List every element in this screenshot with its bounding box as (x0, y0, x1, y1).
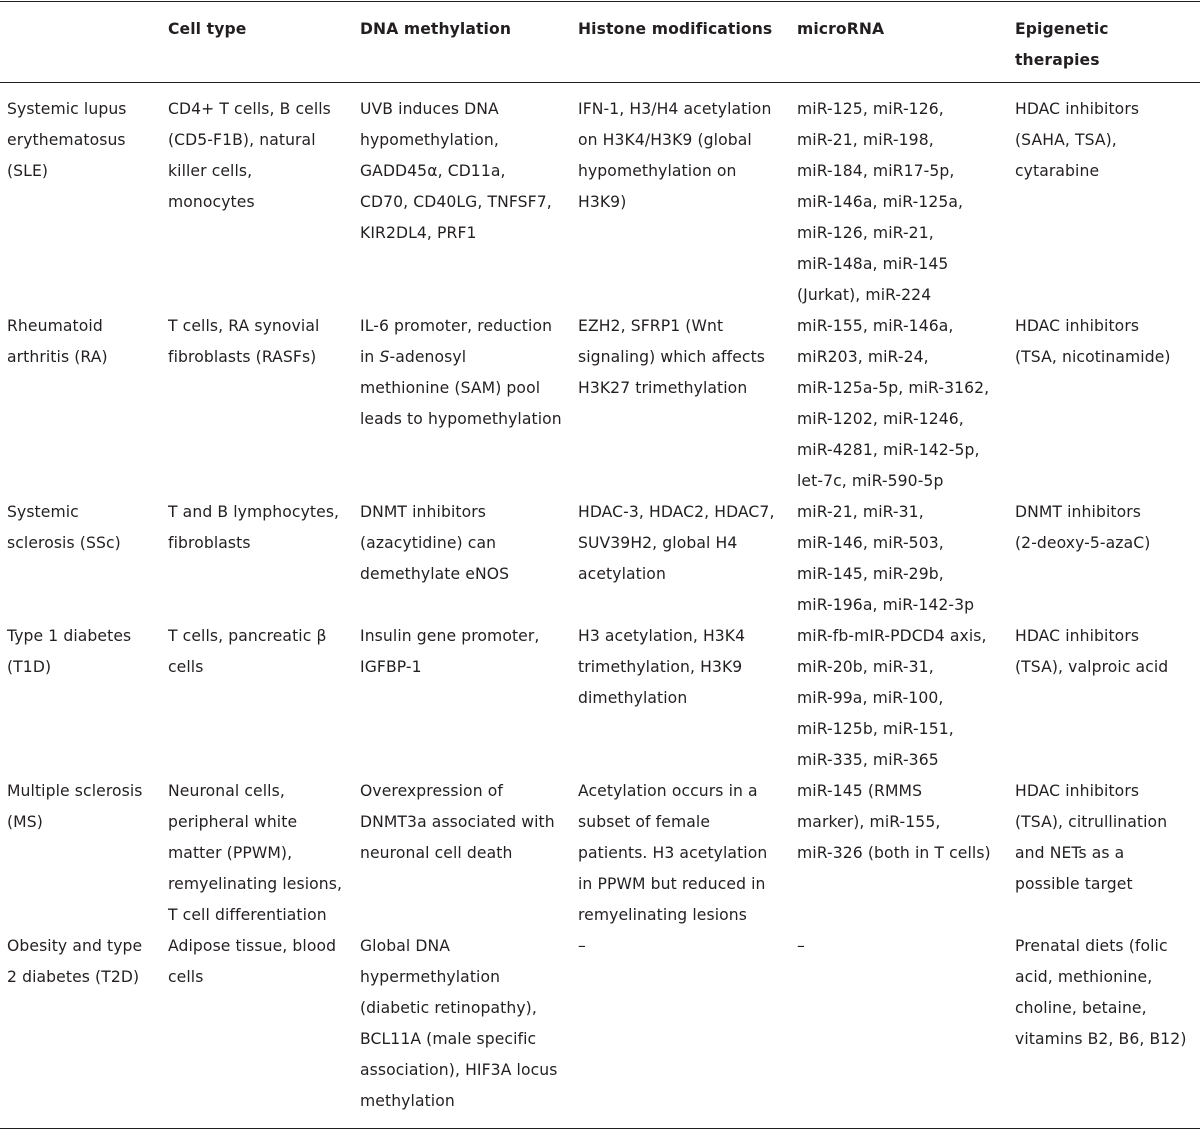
table-cell-epigenetic-therapies (1015, 776, 1167, 900)
table-cell-histone-modifications (578, 311, 765, 404)
cell-line: therapies (1015, 51, 1100, 69)
table-cell-epigenetic-therapies (1015, 497, 1150, 559)
table-cell-disease (7, 776, 143, 838)
table-cell-epigenetic-therapies (1015, 621, 1168, 683)
cell-line: – (578, 937, 586, 955)
table-cell-histone-modifications (578, 621, 745, 714)
cell-line: (TSA), citrullination (1015, 813, 1168, 831)
table-cell-cell-type (168, 931, 336, 993)
cell-line: dimethylation (578, 689, 688, 707)
table-cell-microrna (797, 776, 991, 869)
cell-line: IFN-1, H3/H4 acetylation (578, 100, 772, 118)
cell-line: UVB induces DNA (360, 100, 499, 118)
cell-line: T cell differentiation (168, 906, 327, 924)
cell-line: subset of female (578, 813, 711, 831)
cell-line: Epigenetic (1015, 20, 1109, 38)
table-cell-disease (7, 621, 131, 683)
cell-line: EZH2, SFRP1 (Wnt (578, 317, 724, 335)
cell-line: vitamins B2, B6, B12) (1015, 1030, 1187, 1048)
cell-line: miR-125, miR-126, (797, 100, 944, 118)
table-cell-cell-type (168, 621, 327, 683)
cell-line: erythematosus (7, 131, 126, 149)
cell-line: marker), miR-155, (797, 813, 941, 831)
cell-line: HDAC-3, HDAC2, HDAC7, (578, 503, 775, 521)
cell-line: 2 diabetes (T2D) (7, 968, 140, 986)
table-cell-histone-modifications (578, 94, 771, 218)
table-cell-dna-methylation (360, 776, 555, 869)
cell-line: HDAC inhibitors (1015, 627, 1140, 645)
cell-line: (T1D) (7, 658, 52, 676)
cell-line: Adipose tissue, blood (168, 937, 337, 955)
table-cell-microrna (797, 931, 805, 962)
cell-line: miR-4281, miR-142-5p, (797, 441, 980, 459)
cell-line: H3K9) (578, 193, 627, 211)
cell-line: KIR2DL4, PRF1 (360, 224, 477, 242)
cell-line: DNMT3a associated with (360, 813, 555, 831)
header-cell-type (168, 14, 246, 45)
cell-line: miR-335, miR-365 (797, 751, 939, 769)
cell-line: H3K27 trimethylation (578, 379, 748, 397)
cell-line: CD4+ T cells, B cells (168, 100, 331, 118)
cell-line: remyelinating lesions (578, 906, 747, 924)
cell-line: miR-146a, miR-125a, (797, 193, 964, 211)
table-cell-epigenetic-therapies (1015, 94, 1139, 187)
cell-line: Obesity and type (7, 937, 143, 955)
cell-line: SUV39H2, global H4 (578, 534, 738, 552)
cell-line: IGFBP-1 (360, 658, 422, 676)
cell-line: leads to hypomethylation (360, 410, 562, 428)
header-epigenetic-therapies (1015, 14, 1109, 76)
cell-line: killer cells, (168, 162, 253, 180)
cell-line: hypomethylation on (578, 162, 737, 180)
table-cell-microrna (797, 497, 974, 621)
cell-line: cytarabine (1015, 162, 1100, 180)
cell-line: hypomethylation, (360, 131, 499, 149)
cell-line: (SAHA, TSA), (1015, 131, 1117, 149)
cell-line: peripheral white (168, 813, 298, 831)
cell-line: HDAC inhibitors (1015, 782, 1140, 800)
cell-line: (CD5-F1B), natural (168, 131, 316, 149)
cell-line: DNMT inhibitors (360, 503, 486, 521)
cell-line: hypermethylation (360, 968, 501, 986)
cell-line: Systemic (7, 503, 79, 521)
cell-line: DNA methylation (360, 20, 512, 38)
cell-line: T cells, RA synovial (168, 317, 320, 335)
table-cell-microrna (797, 621, 987, 776)
cell-line: possible target (1015, 875, 1133, 893)
cell-line: neuronal cell death (360, 844, 513, 862)
cell-line: (MS) (7, 813, 43, 831)
table-cell-dna-methylation (360, 931, 557, 1117)
cell-line: (TSA), valproic acid (1015, 658, 1169, 676)
cell-line: miR-155, miR-146a, (797, 317, 954, 335)
cell-line: signaling) which affects (578, 348, 766, 366)
cell-line: miR-148a, miR-145 (797, 255, 949, 273)
cell-line: acetylation (578, 565, 666, 583)
cell-line: GADD45α, CD11a, (360, 162, 506, 180)
table-cell-disease (7, 931, 142, 993)
cell-line: T and B lymphocytes, (168, 503, 340, 521)
header-dna-methylation (360, 14, 511, 45)
cell-line: HDAC inhibitors (1015, 317, 1140, 335)
cell-line: Rheumatoid (7, 317, 103, 335)
cell-line: miR-326 (both in T cells) (797, 844, 991, 862)
cell-line: acid, methionine, (1015, 968, 1153, 986)
table-cell-histone-modifications (578, 497, 775, 590)
cell-line: – (797, 937, 805, 955)
cell-line: miR-145, miR-29b, (797, 565, 944, 583)
cell-line: and NETs as a (1015, 844, 1125, 862)
cell-line: Systemic lupus (7, 100, 127, 118)
cell-line: sclerosis (SSc) (7, 534, 121, 552)
cell-line: Insulin gene promoter, (360, 627, 540, 645)
cell-line: H3 acetylation, H3K4 (578, 627, 746, 645)
table-cell-microrna (797, 311, 989, 497)
cell-line: in S-adenosyl (360, 348, 467, 366)
cell-line: Prenatal diets (folic (1015, 937, 1168, 955)
cell-line: miR203, miR-24, (797, 348, 929, 366)
cell-line: miR-fb-mIR-PDCD4 axis, (797, 627, 987, 645)
cell-line: IL-6 promoter, reduction (360, 317, 553, 335)
cell-line: miR-20b, miR-31, (797, 658, 934, 676)
cell-line: trimethylation, H3K9 (578, 658, 743, 676)
cell-line: miR-146, miR-503, (797, 534, 944, 552)
cell-line: (TSA, nicotinamide) (1015, 348, 1171, 366)
table-cell-epigenetic-therapies (1015, 311, 1171, 373)
cell-line: (2-deoxy-5-azaC) (1015, 534, 1151, 552)
header-microrna (797, 14, 884, 45)
cell-line: miR-196a, miR-142-3p (797, 596, 975, 614)
cell-line: miR-125b, miR-151, (797, 720, 954, 738)
cell-line: remyelinating lesions, (168, 875, 343, 893)
cell-line: (diabetic retinopathy), (360, 999, 537, 1017)
table-cell-microrna (797, 94, 963, 311)
table-bottom-rule (0, 1128, 1200, 1129)
cell-line: miR-126, miR-21, (797, 224, 934, 242)
table-cell-cell-type (168, 94, 331, 218)
cell-line: arthritis (RA) (7, 348, 108, 366)
cell-line: miR-1202, miR-1246, (797, 410, 964, 428)
table-cell-epigenetic-therapies (1015, 931, 1187, 1055)
cell-line: monocytes (168, 193, 255, 211)
cell-line: in PPWM but reduced in (578, 875, 766, 893)
cell-line: (azacytidine) can (360, 534, 497, 552)
cell-line: T cells, pancreatic β (168, 627, 327, 645)
cell-line: fibroblasts (RASFs) (168, 348, 317, 366)
cell-line: Acetylation occurs in a (578, 782, 758, 800)
cell-line: (SLE) (7, 162, 49, 180)
table-header-rule (0, 82, 1200, 83)
cell-line: miR-125a-5p, miR-3162, (797, 379, 990, 397)
table-cell-disease (7, 497, 121, 559)
table-top-rule (0, 1, 1200, 2)
table-cell-histone-modifications (578, 776, 767, 931)
cell-line: BCL11A (male specific (360, 1030, 537, 1048)
cell-line: Histone modifications (578, 20, 773, 38)
cell-line: matter (PPWM), (168, 844, 293, 862)
table-cell-dna-methylation (360, 311, 562, 435)
cell-line: miR-99a, miR-100, (797, 689, 944, 707)
cell-line: on H3K4/H3K9 (global (578, 131, 752, 149)
table-cell-dna-methylation (360, 94, 552, 249)
cell-line: Overexpression of (360, 782, 503, 800)
cell-line: miR-145 (RMMS (797, 782, 923, 800)
cell-line: Cell type (168, 20, 247, 38)
cell-line: miR-21, miR-31, (797, 503, 924, 521)
table-cell-histone-modifications (578, 931, 586, 962)
table-cell-disease (7, 311, 108, 373)
cell-line: Global DNA (360, 937, 451, 955)
cell-line: miR-184, miR17-5p, (797, 162, 955, 180)
header-histone-modifications (578, 14, 772, 45)
cell-line: (Jurkat), miR-224 (797, 286, 932, 304)
cell-line: CD70, CD40LG, TNFSF7, (360, 193, 552, 211)
cell-line: patients. H3 acetylation (578, 844, 768, 862)
cell-line: Neuronal cells, (168, 782, 285, 800)
cell-line: cells (168, 658, 204, 676)
table-cell-disease (7, 94, 127, 187)
table-cell-dna-methylation (360, 497, 509, 590)
cell-line: fibroblasts (168, 534, 251, 552)
cell-line: miR-21, miR-198, (797, 131, 934, 149)
cell-line: microRNA (797, 20, 885, 38)
cell-line: cells (168, 968, 204, 986)
cell-line: methionine (SAM) pool (360, 379, 541, 397)
table-cell-dna-methylation (360, 621, 539, 683)
cell-line: let-7c, miR-590-5p (797, 472, 944, 490)
table-cell-cell-type (168, 497, 339, 559)
cell-line: choline, betaine, (1015, 999, 1147, 1017)
cell-line: methylation (360, 1092, 455, 1110)
cell-line: Type 1 diabetes (7, 627, 132, 645)
cell-line: association), HIF3A locus (360, 1061, 558, 1079)
cell-line: HDAC inhibitors (1015, 100, 1140, 118)
table-cell-cell-type (168, 776, 342, 931)
cell-line: DNMT inhibitors (1015, 503, 1141, 521)
cell-line: demethylate eNOS (360, 565, 510, 583)
cell-line: Multiple sclerosis (7, 782, 143, 800)
table-cell-cell-type (168, 311, 319, 373)
